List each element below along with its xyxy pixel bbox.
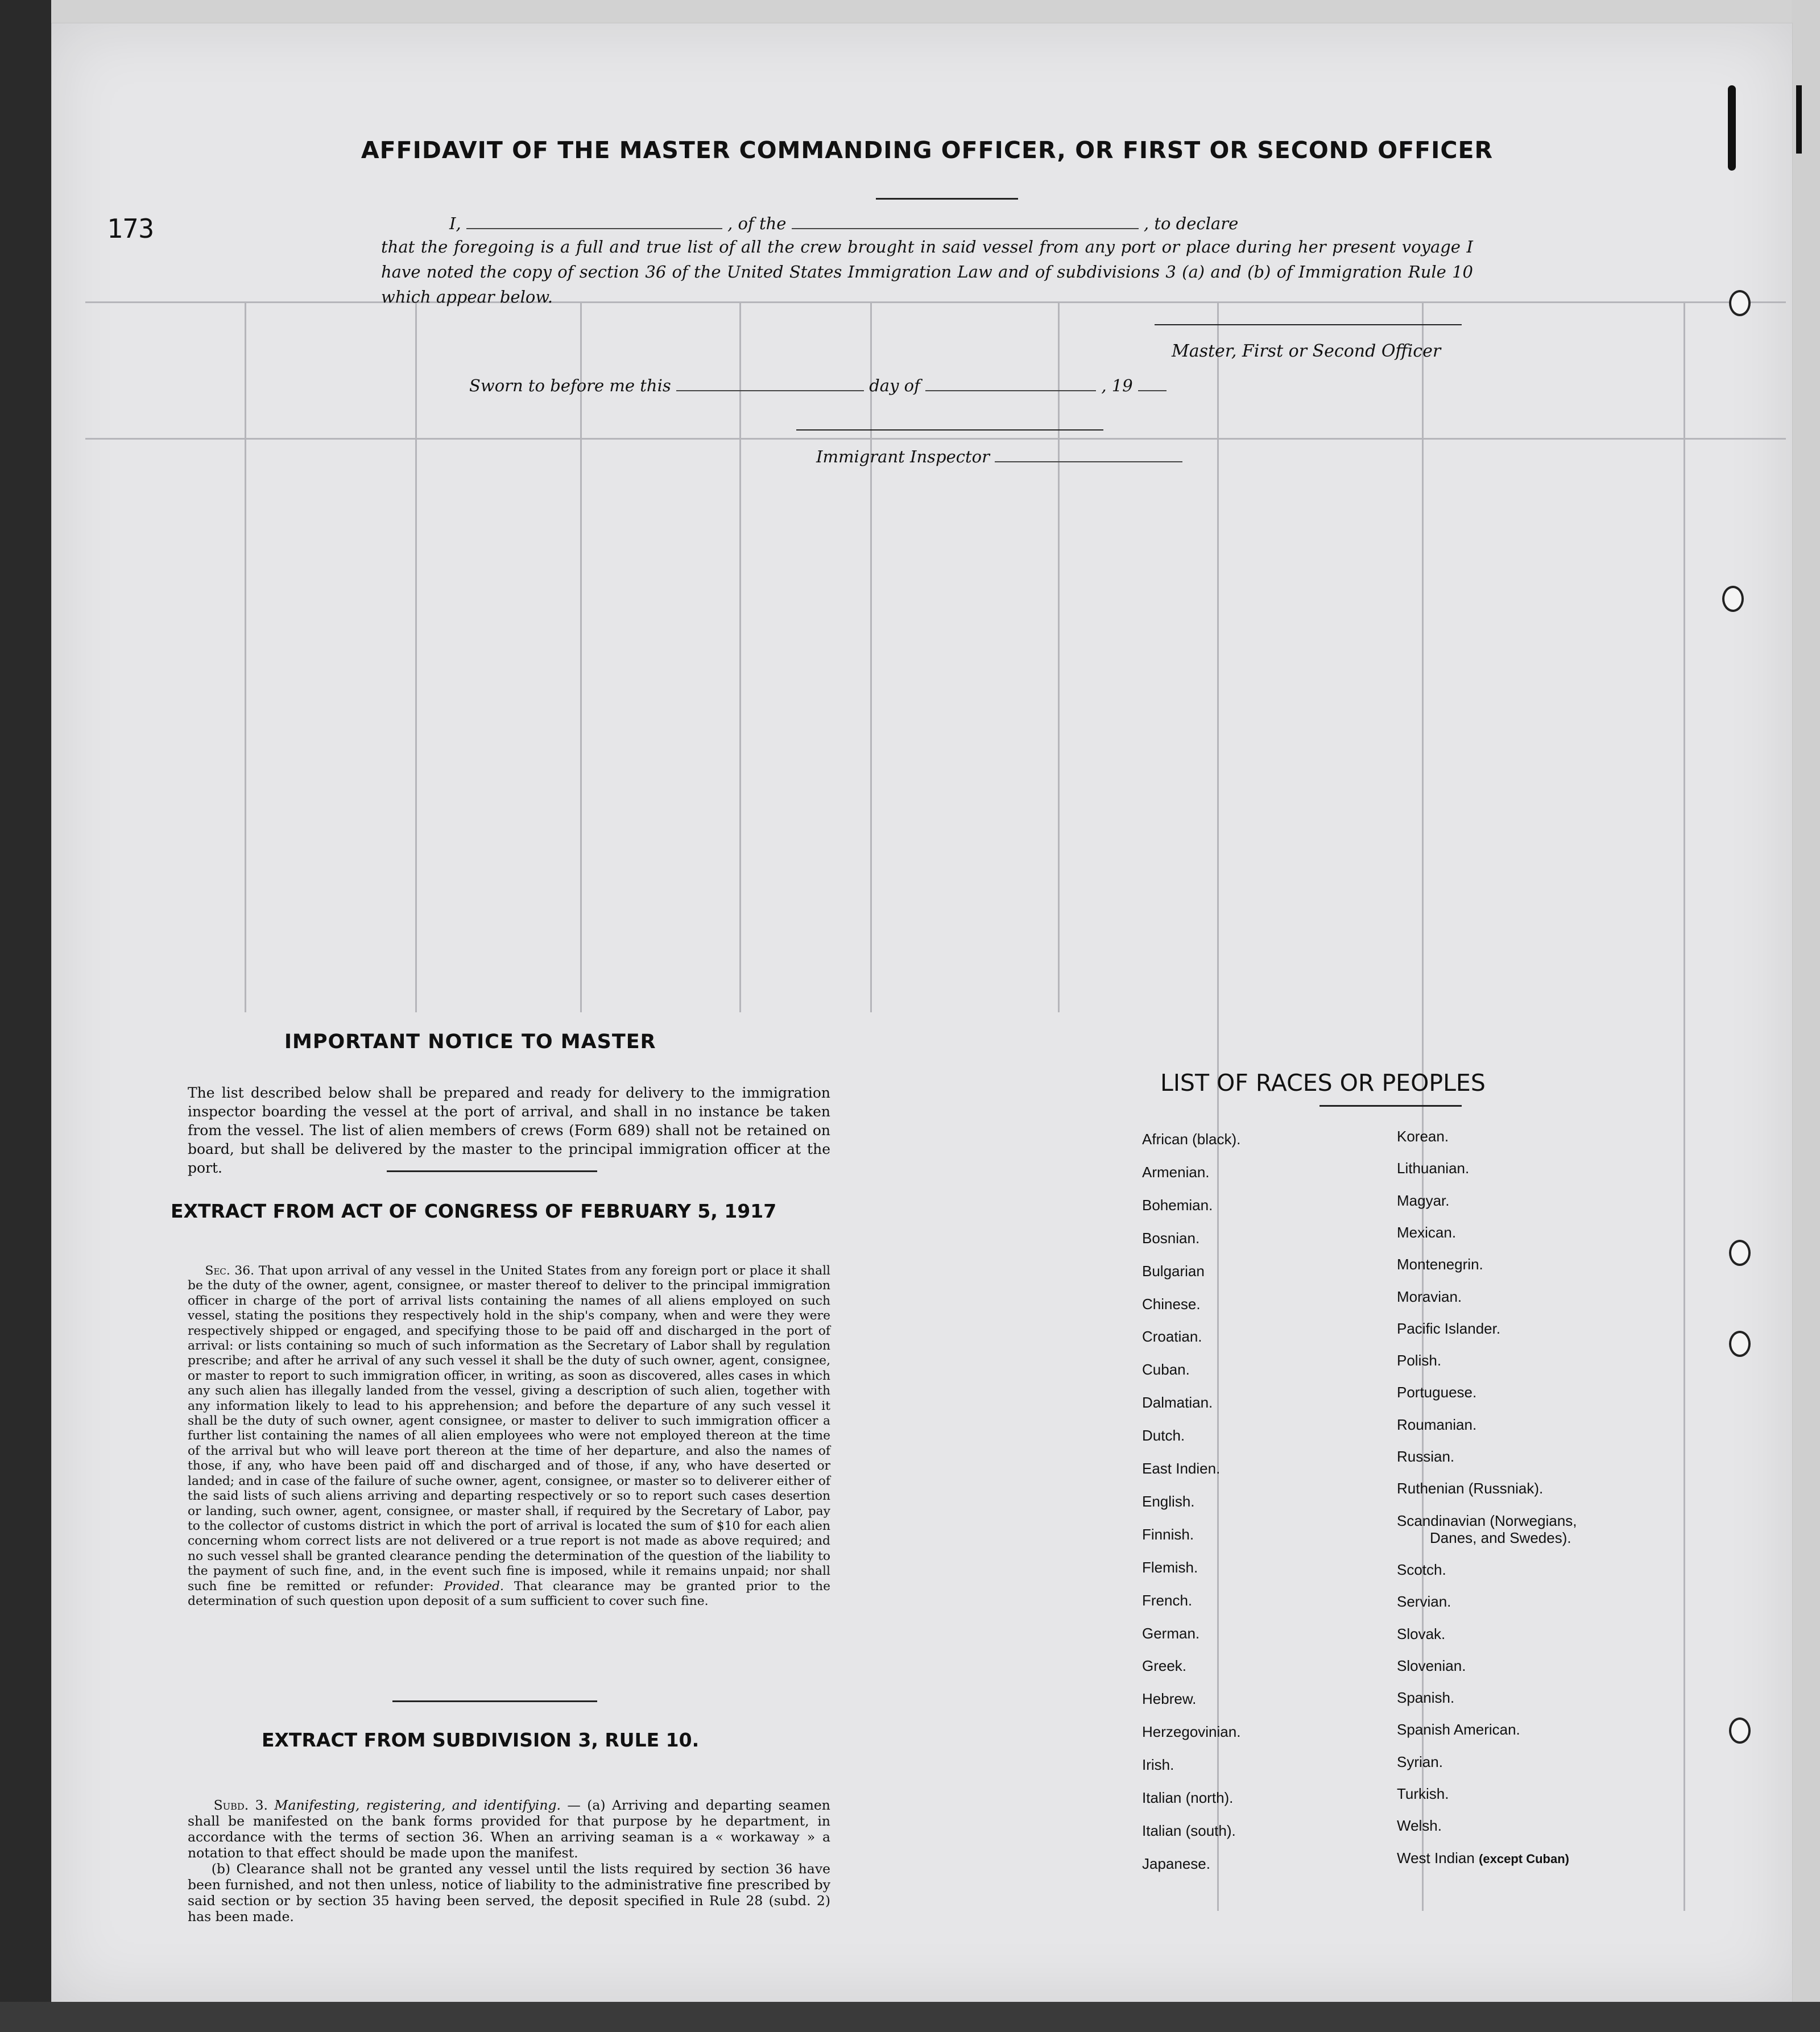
race-label: Polish. [1397, 1352, 1442, 1369]
sworn-year: , 19 [1101, 376, 1133, 395]
important-notice-body: The list described below shall be prepared and ready for delivery to the immigration inspector boarding the vessel at the port of arrival, and shall in no instance be taken from the vessel. The list of alien members of crews (Form 689) shall not be retained on board, but shall be delivered by the master to the principal immigration officer at the port. [188, 1085, 830, 1176]
race-item [1397, 1721, 1520, 1739]
binder-hole [1729, 290, 1751, 316]
race-label: Welsh. [1397, 1817, 1442, 1835]
inspector-top-line [796, 429, 1103, 431]
race-label: Slovak. [1397, 1625, 1446, 1642]
race-item: Cuban. [1142, 1361, 1190, 1379]
race-item: Herzegovinian. [1142, 1723, 1241, 1741]
race-item: Finnish. [1142, 1525, 1194, 1543]
race-item: Irish. [1142, 1756, 1174, 1774]
section-36-provided: Provided. [444, 1579, 504, 1594]
race-label: Slovenian. [1397, 1657, 1466, 1674]
title-underline [876, 198, 1018, 200]
signature-line[interactable] [1155, 324, 1462, 325]
sworn-year-field[interactable] [1138, 375, 1167, 391]
affidavit-title: AFFIDAVIT OF THE MASTER COMMANDING OFFICER, OR FIRST OR SECOND OFFICER [361, 136, 1494, 164]
race-label: Russian. [1397, 1448, 1455, 1465]
binder-hole [1729, 1331, 1751, 1357]
inspector-label: Immigrant Inspector [816, 447, 990, 466]
race-item: Dutch. [1142, 1427, 1185, 1445]
race-item: Dalmatian. [1142, 1394, 1213, 1412]
race-label: Spanish American. [1397, 1721, 1520, 1739]
section-36-body-end: That clearance may be granted prior to the determination of such question upon deposit of a sum sufficient to cover such fine. [188, 1579, 830, 1608]
race-item: English. [1142, 1492, 1195, 1510]
race-item [1397, 1288, 1462, 1306]
race-label: Portuguese. [1397, 1384, 1477, 1401]
race-label: Servian. [1397, 1593, 1451, 1611]
race-label: Magyar. [1397, 1191, 1450, 1209]
section-36-text [188, 1264, 830, 1609]
race-item [1397, 1512, 1577, 1530]
race-item [1397, 1657, 1466, 1675]
race-item: Croatian. [1142, 1328, 1202, 1346]
race-label: Turkish. [1397, 1785, 1449, 1802]
race-label: Scandinavian (Norwegians, [1397, 1512, 1577, 1529]
section-36-body: That upon arrival of any vessel in the United States from any foreign port or place it shall be the duty of the owner, agent, consignee, or master thereof to deliver to the principal immigration officer in charge of the port of arrival lists containing the names of all aliens employed on such vessel, stating the positions they respectively hold in the ship's company, when and were they were respectively shipped or engaged, and specifying those to be paid off and discharged in the port of arrival: or lists containing so much of such information as the Secretary of Labor shall by regulation prescribe; and after he arrival of any such vessel it shall be the duty of such owner, agent, consignee, or master to report to such immigration officer, in writing, as soon as discovered, alles cases in which any such alien has illegally landed from the vessel, giving a description of such alien, together with any information likely to lead to his apprehension; and before the departure of any such vessel it shall be the duty of such owner, agent consignee, or master to deliver to such immigration officer a further list containing the names of all alien employees who were not employed thereon at the time of the arrival but who will leave port thereon at the time of her departure, and also the names of those, if any, who have been paid off and discharged and of those, if any, who have deserted or landed; and in case of the failure of suche owner, agent, consignee, or master so to deliverer either of the said lists of such aliens arriving and departing respectively or so to report such cases desertion or landing, such owner, agent, consignee, or master shall, if required by the Secretary of Labor, pay to the collector of customs district in which the port of arrival is located the sum of $10 for each alien concerning whom correct lists are not delivered or a true report is not made as above required; and no such vessel shall be granted clearance pending the determination of the question of the liability to the payment of such fine, and, in the event such fine is imposed, while it remains unpaid; nor shall such fine be remitted or refunder: [188, 1264, 831, 1594]
name-field[interactable] [466, 213, 722, 229]
binder-hole [1729, 1718, 1751, 1744]
race-item: Bohemian. [1142, 1196, 1213, 1214]
race-suffix: (except Cuban) [1479, 1851, 1569, 1866]
sworn-day-of: day of [869, 376, 920, 395]
scan-mark [1796, 85, 1802, 154]
ghost-rule [739, 301, 741, 1012]
race-item [1397, 1785, 1449, 1803]
inspector-line [816, 446, 1182, 466]
race-item: Bulgarian [1142, 1262, 1205, 1280]
rule-10-label: Subd. 3. [213, 1797, 268, 1813]
race-label: West Indian [1397, 1849, 1475, 1867]
race-label: Syrian. [1397, 1753, 1443, 1770]
ghost-rule [580, 301, 582, 1012]
race-label: Scotch. [1397, 1561, 1446, 1578]
race-item [1397, 1753, 1443, 1771]
race-item: Bosnian. [1142, 1229, 1200, 1247]
section-divider [392, 1700, 597, 1702]
race-item: Italian (south). [1142, 1822, 1236, 1839]
race-item [1397, 1625, 1445, 1643]
ghost-rule [245, 301, 246, 1012]
race-item [1397, 1384, 1476, 1401]
ghost-rule [85, 438, 1786, 440]
race-item: Italian (north). [1142, 1789, 1234, 1806]
race-label: Spanish. [1397, 1689, 1455, 1707]
important-notice-title: IMPORTANT NOTICE TO MASTER [284, 1031, 656, 1053]
race-label: Roumanian. [1397, 1416, 1477, 1433]
race-item [1397, 1224, 1456, 1241]
race-item: French. [1142, 1591, 1193, 1609]
race-item [1397, 1480, 1543, 1497]
ghost-rule [1684, 301, 1685, 1911]
affidavit-paragraph: that the foregoing is a full and true list of all the crew brought in said vessel from any port or place during her present voyage I have noted the copy of section 36 of the United States Immigration Law and of subdivisions 3 (a) and (b) of Immigration Rule 10 which appear below. [381, 237, 1473, 307]
ghost-rule [870, 301, 872, 1012]
affidavit-line-1 [449, 213, 1238, 233]
race-item [1397, 1593, 1451, 1611]
vessel-field[interactable] [792, 213, 1139, 229]
ghost-rule [1058, 301, 1060, 1012]
binder-hole [1722, 586, 1744, 612]
margin-number: 173 [107, 213, 155, 244]
race-item: German. [1142, 1624, 1200, 1642]
races-underline [1320, 1105, 1462, 1107]
race-label: Danes, and Swedes). [1430, 1529, 1571, 1546]
ghost-rule [1217, 301, 1219, 1911]
race-item: African (black). [1142, 1131, 1241, 1148]
extract-rule-title: EXTRACT FROM SUBDIVISION 3, RULE 10. [262, 1729, 700, 1751]
race-item: Flemish. [1142, 1558, 1198, 1576]
sworn-line [469, 375, 1167, 395]
race-item [1397, 1192, 1450, 1210]
race-item: East Indien. [1142, 1460, 1221, 1477]
scan-mark [1728, 85, 1736, 171]
races-title: LIST OF RACES OR PEOPLES [1160, 1069, 1486, 1096]
scan-edge-left [0, 0, 51, 2032]
affidavit-of-the: , of the [727, 214, 787, 233]
race-item [1397, 1448, 1454, 1466]
section-36-label: Sec. 36. [205, 1264, 255, 1278]
signature-label: Master, First or Second Officer [1172, 341, 1441, 361]
affidavit-to-declare: , to declare [1143, 214, 1239, 233]
extract-act-title: EXTRACT FROM ACT OF CONGRESS OF FEBRUARY 5, 1917 [171, 1200, 777, 1222]
race-label: Ruthenian (Russniak). [1397, 1480, 1544, 1497]
race-item: Japanese. [1142, 1855, 1210, 1872]
rule-10-subtitle: Manifesting, registering, and identifying. [274, 1797, 561, 1813]
affidavit-i: I, [449, 214, 461, 233]
race-label: Mexican. [1397, 1223, 1457, 1241]
inspector-signature-field[interactable] [995, 446, 1182, 462]
race-item [1397, 1320, 1500, 1338]
race-item: Greek. [1142, 1657, 1187, 1675]
race-item [1397, 1817, 1442, 1835]
race-item [1397, 1849, 1569, 1867]
race-item: Armenian. [1142, 1163, 1210, 1181]
rule-10-text [188, 1797, 830, 1925]
scan-edge-right [1792, 0, 1820, 2032]
race-item [1397, 1128, 1449, 1145]
race-label: Moravian. [1397, 1288, 1462, 1305]
binder-hole [1729, 1240, 1751, 1266]
race-item [1397, 1352, 1441, 1369]
race-item [1397, 1689, 1454, 1707]
race-item: Chinese. [1142, 1295, 1201, 1313]
rule-10-body-b: (b) Clearance shall not be granted any vessel until the lists required by section 36 have been furnished, and not then unless, notice of liability to the administrative fine prescribed by said section or by section 35 having been served, the deposit specified in Rule 28 (subd. 2) has been made. [188, 1861, 831, 1925]
race-item [1430, 1529, 1571, 1547]
rule-10-body-a: — (a) Arriving and departing seamen shall be manifested on the bank forms provided for that purpose by he department, in accordance with the terms of section 36. When an arriving seaman is a « workaway » a notation to that effect should be made upon the manifest. [188, 1797, 830, 1861]
race-item [1397, 1160, 1469, 1177]
sworn-day-field[interactable] [676, 375, 864, 391]
race-item [1397, 1561, 1446, 1579]
document-page [51, 23, 1793, 2003]
race-item [1397, 1416, 1476, 1434]
race-item: Hebrew. [1142, 1690, 1197, 1708]
race-item [1397, 1256, 1483, 1273]
race-label: Korean. [1397, 1128, 1449, 1145]
ghost-rule [415, 301, 417, 1012]
race-label: Montenegrin. [1397, 1256, 1483, 1273]
section-divider [387, 1170, 597, 1172]
sworn-prefix: Sworn to before me this [469, 376, 671, 395]
scan-edge-bottom [0, 2002, 1820, 2032]
sworn-month-field[interactable] [925, 375, 1096, 391]
race-label: Lithuanian. [1397, 1160, 1470, 1177]
race-label: Pacific Islander. [1397, 1319, 1501, 1337]
